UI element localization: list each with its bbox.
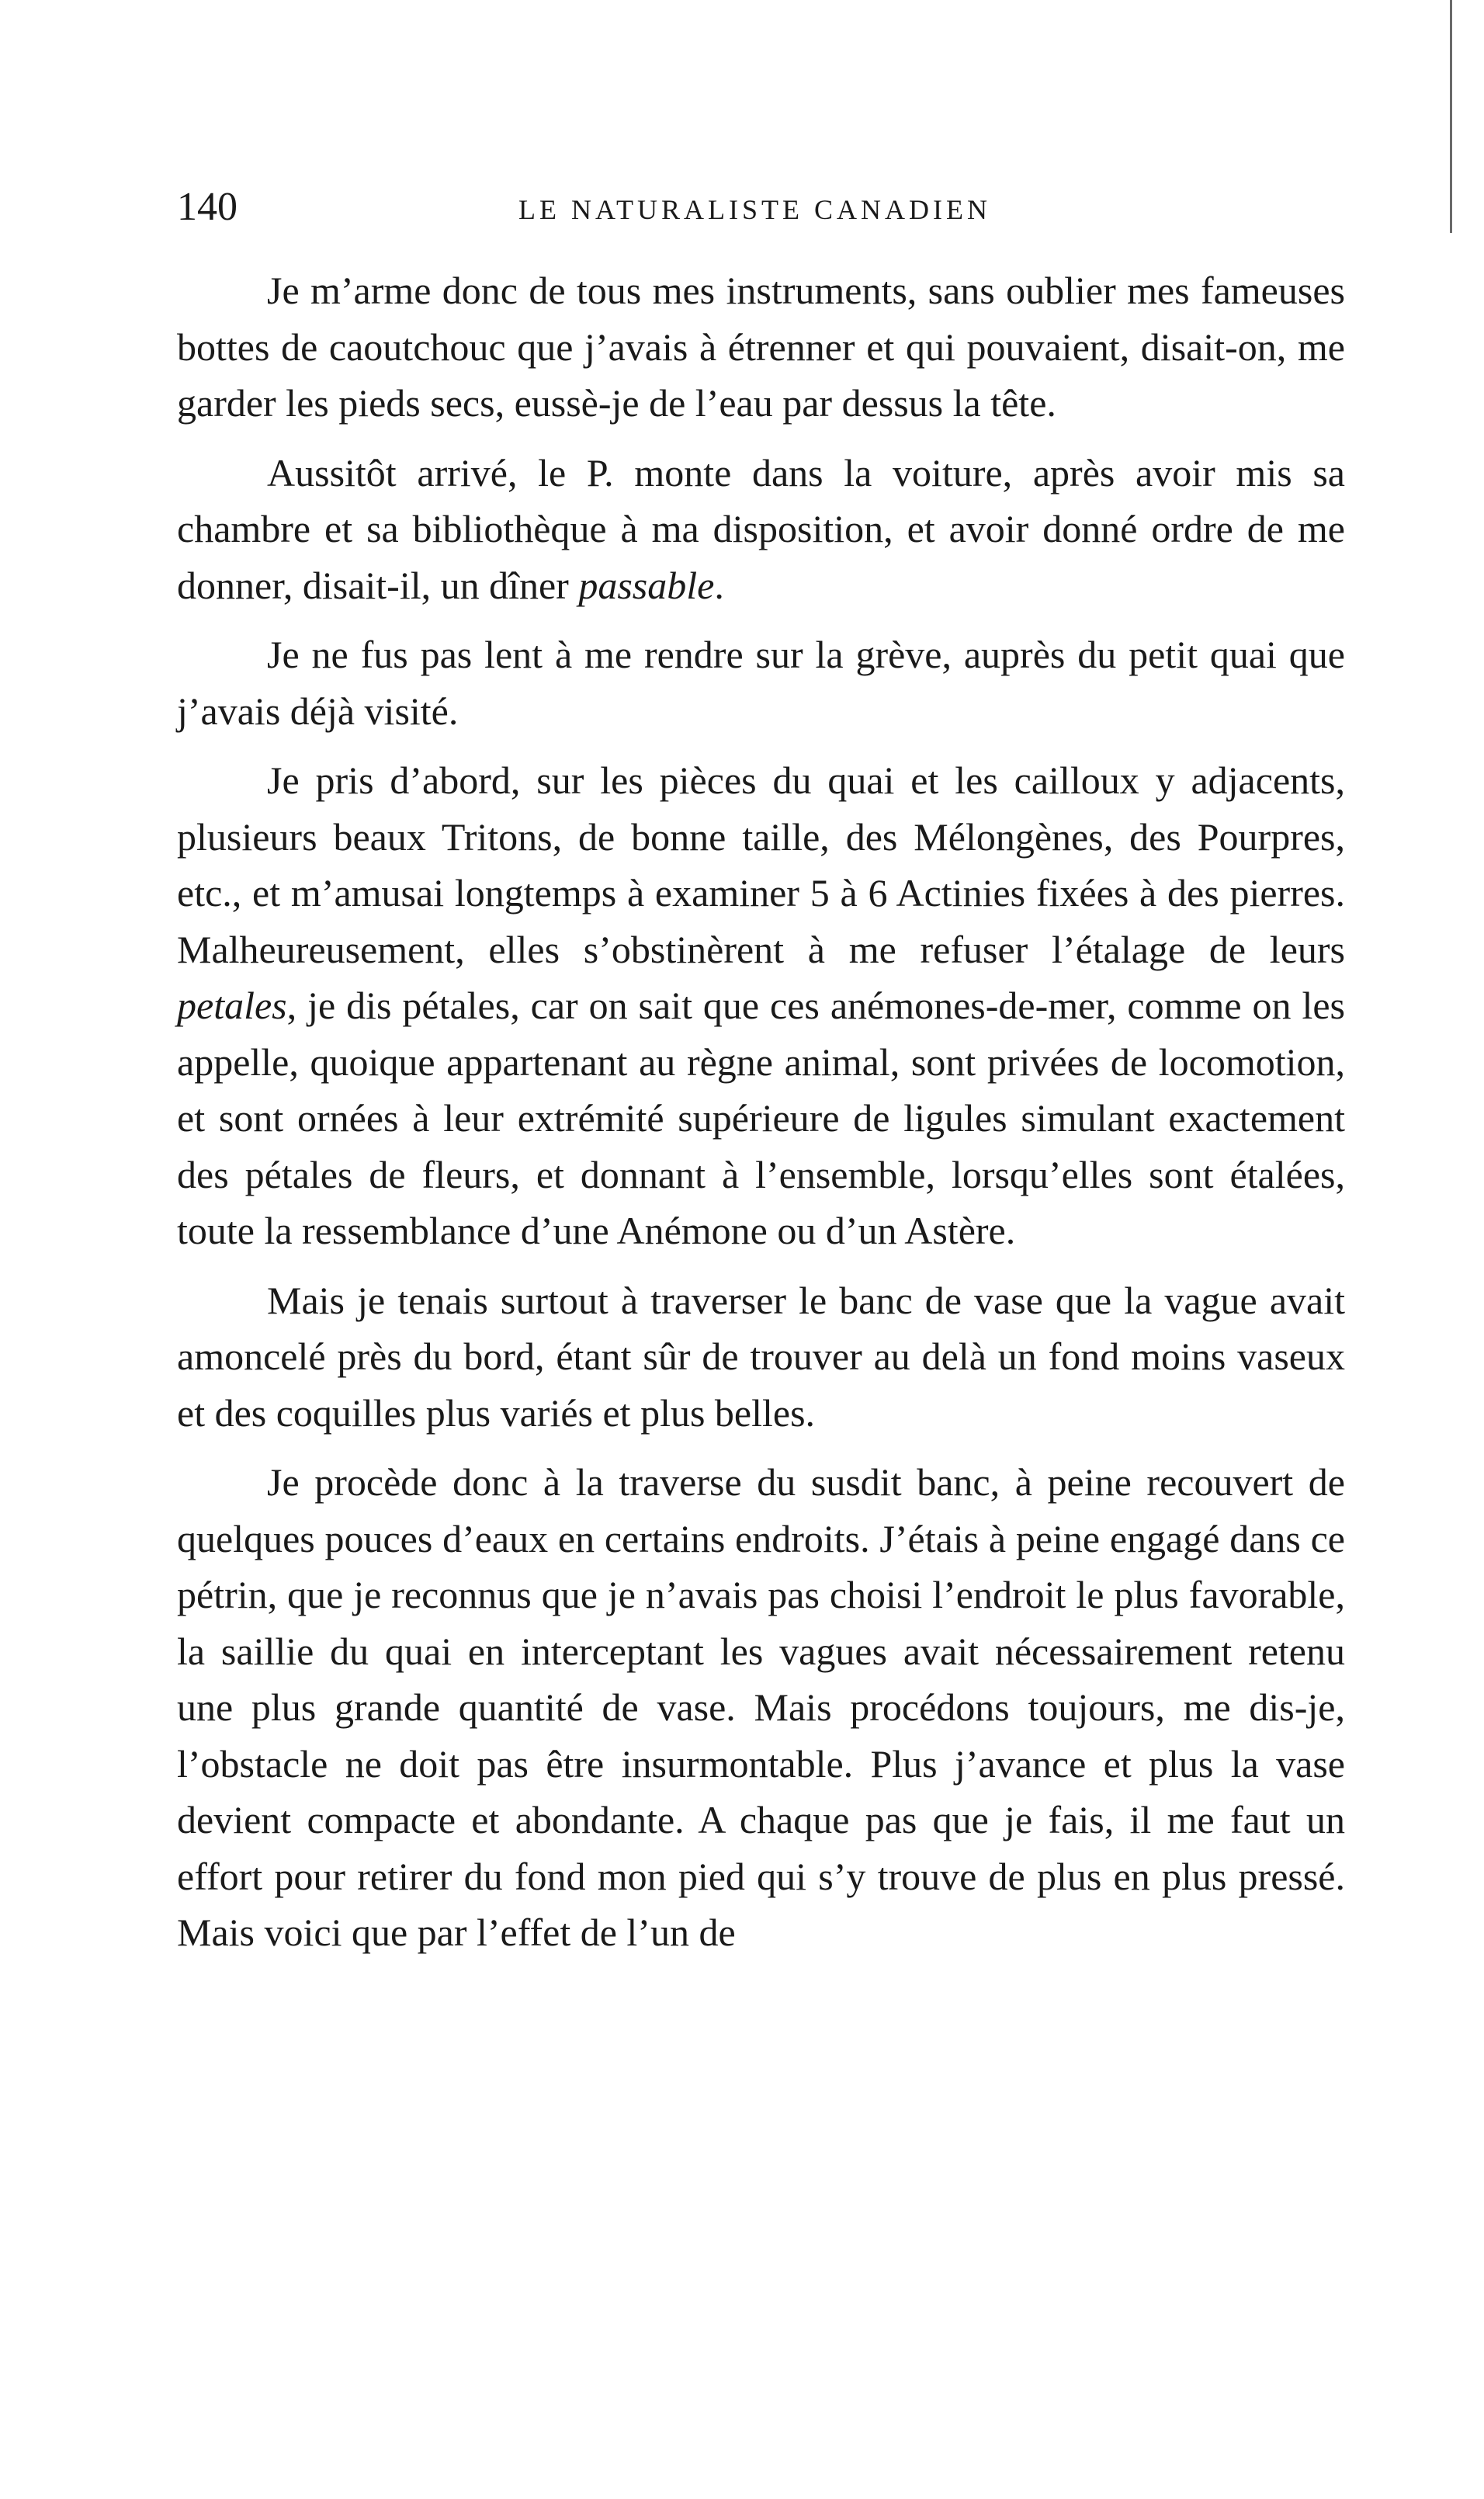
page-edge-rule [1450,0,1452,233]
running-head: LE NATURALISTE CANADIEN [518,194,991,225]
paragraph-text: Aussitôt arrivé, le P. monte dans la voiture, après avoir mis sa chambre et sa bibliothèque à ma disposition, et avoir donné ordre de me donner, disait-il, un dîner [177,450,1345,607]
body-text [177,262,1345,1961]
paragraph-text: , je dis pétales, car on sait que ces anémones-de-mer, comme on les appelle, quoique appartenant au règne animal, sont privées de locomotion, et sont ornées à leur extrémité supérieure de ligules simulant exactement des pétales de fleurs, et donnant à l’ensemble, lorsqu’elles sont étalées, toute la ressemblance d’une Anémone ou d’un Astère. [177,984,1345,1252]
page-number: 140 [177,185,238,229]
italic-word: petales [177,984,287,1027]
paragraph-text: Je pris d’abord, sur les pièces du quai et les cailloux y adjacents, plusieurs beaux Tritons, de bonne taille, des Mélongènes, des Pourpres, etc., et m’amusai longtemps à examiner 5 à 6 Actinies fixées à des pierres. Malheureusement, elles s’obstinèrent à me refuser l’étalage de leurs [177,758,1345,971]
paragraph: Je ne fus pas lent à me rendre sur la grève, auprès du petit quai que j’avais déjà visité. [177,633,1345,733]
page-header [177,180,1345,234]
italic-word: passable [578,563,715,607]
paragraph [177,445,1345,614]
paragraph-text: . [714,563,724,607]
paragraph: Mais je tenais surtout à traverser le banc de vase que la vague avait amoncelé près du bord, étant sûr de trouver au delà un fond moins vaseux et des coquilles plus variés et plus belles. [177,1278,1345,1435]
paragraph: Je m’arme donc de tous mes instruments, sans oublier mes fameuses bottes de caoutchouc que j’avais à étrenner et qui pouvaient, disait-on, me garder les pieds secs, eussè-je de l’eau par dessus la tête. [177,269,1345,425]
paragraph [177,752,1345,1259]
paragraph: Je procède donc à la traverse du susdit banc, à peine recouvert de quelques pouces d’eaux en certains endroits. J’étais à peine engagé dans ce pétrin, que je reconnus que je n’avais pas choisi l’endroit le plus favorable, la saillie du quai en interceptant les vagues avait nécessairement retenu une plus grande quantité de vase. Mais procédons toujours, me dis-je, l’obstacle ne doit pas être insurmontable. Plus j’avance et plus la vase devient compacte et abondante. A chaque pas que je fais, il me faut un effort pour retirer du fond mon pied qui s’y trouve de plus en plus pressé. Mais voici que par l’effet de l’un de [177,1460,1345,1954]
